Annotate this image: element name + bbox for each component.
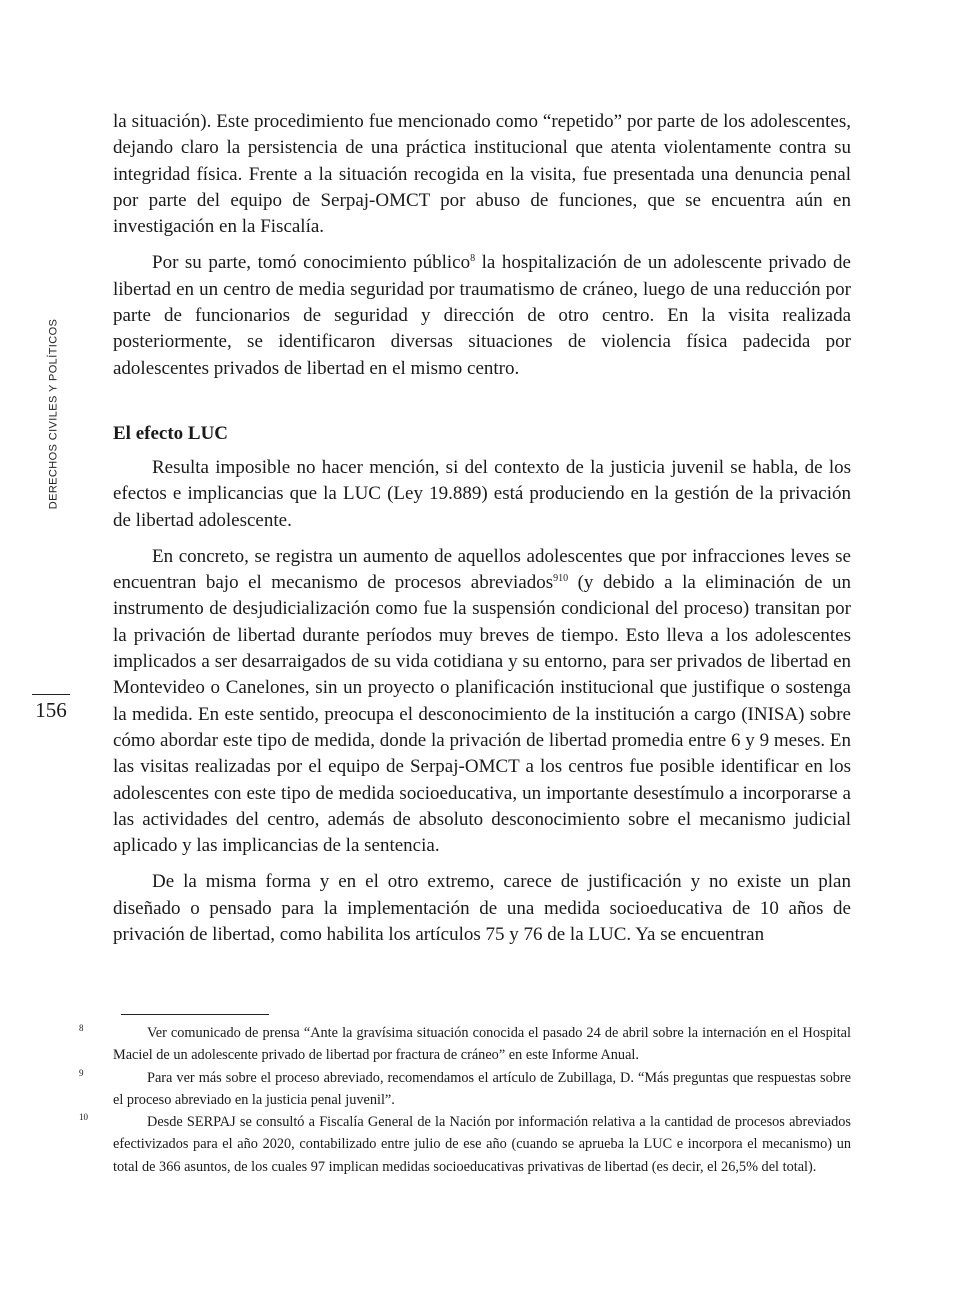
footnote-9	[79, 1067, 851, 1112]
paragraph-4-part-a: En concreto, se registra un aumento de aquellos adolescentes que por infracciones leves se encuentran bajo el mecanismo de procesos abreviados	[113, 545, 851, 594]
footnote-separator	[121, 1014, 269, 1015]
paragraph-2-part-b: la hospitalización de un adolescente privado de libertad en un centro de media seguridad por traumatismo de cráneo, luego de una reducción por parte de funcionarios de seguridad y dirección de otro centro. En la visita realizada posteriormente, se identificaron diversas situaciones de violencia física padecida por adolescentes privados de libertad en el mismo centro.	[113, 252, 851, 379]
footnote-text: Desde SERPAJ se consultó a Fiscalía General de la Nación por información relativa a la cantidad de procesos abreviados efectivizados para el año 2020, contabilizado entre julio de ese año (cuando se aprueba la LUC e incorpora el mecanismo) un total de 366 asuntos, de los cuales 97 implican medidas socioeducativas privativas de libertad (es decir, el 26,5% del total).	[113, 1114, 851, 1175]
footnote-mark: 8	[79, 1023, 84, 1033]
footnote-text: Ver comunicado de prensa “Ante la gravísima situación conocida el pasado 24 de abril sobre la internación en el Hospital Maciel de un adolescente privado de libertad por fractura de cráneo” en este Informe Anual.	[113, 1025, 851, 1064]
paragraph-2-part-a: Por su parte, tomó conocimiento público	[152, 252, 471, 274]
page-number-rule	[32, 694, 70, 695]
footnote-mark: 10	[79, 1112, 88, 1123]
body-text	[113, 109, 851, 958]
footnotes	[79, 1022, 851, 1178]
footnote-10	[79, 1111, 851, 1178]
paragraph-4	[113, 544, 851, 860]
paragraph-4-part-b: (y debido a la eliminación de un instrumento de desjudicialización como fue la suspensión condicional del proceso) transitan por la privación de libertad durante períodos muy breves de tiempo. Esto lleva a los adolescentes implicados a ser desarraigados de su vida cotidiana y su entorno, para ser privados de libertad en Montevideo o Canelones, sin un proyecto o planificación institucional que justifique o sostenga la medida. En este sentido, preocupa el desconocimiento de la institución a cargo (INISA) sobre cómo abordar este tipo de medida, donde la privación de libertad promedia entre 6 y 9 meses. En las visitas realizadas por el equipo de Serpaj-OMCT a los centros fue posible identificar en los adolescentes con este tipo de medida socioeducativa, un importante desestímulo a incorporarse a las actividades del centro, además de absoluto desconocimiento sobre el mecanismo judicial aplicado y las implicancias de la sentencia.	[113, 572, 851, 857]
section-side-label-text: DERECHOS CIVILES Y POLÍTICOS	[47, 318, 60, 510]
footnote-text: Para ver más sobre el proceso abreviado, recomendamos el artículo de Zubillaga, D. “Más preguntas que respuestas sobre el proceso abreviado en la justicia penal juvenil”.	[113, 1069, 851, 1108]
footnote-8	[79, 1022, 851, 1067]
footnote-ref-8: 8	[470, 253, 476, 265]
paragraph-3: Resulta imposible no hacer mención, si del contexto de la justicia juvenil se habla, de los efectos e implicancias que la LUC (Ley 19.889) está produciendo en la gestión de la privación de libertad adolescente.	[113, 456, 851, 531]
paragraph-2	[113, 250, 851, 381]
section-side-label	[46, 318, 60, 510]
page-number: 156	[35, 698, 67, 722]
footnote-mark: 9	[79, 1067, 84, 1078]
paragraph-5: De la misma forma y en el otro extremo, carece de justificación y no existe un plan diseñado o pensado para la implementación de una medida socioeducativa de 10 años de privación de libertad, como habilita los artículos 75 y 76 de la LUC. Ya se encuentran	[113, 871, 851, 946]
paragraph-1: la situación). Este procedimiento fue mencionado como “repetido” por parte de los adolescentes, dejando claro la persistencia de una práctica institucional que atenta violentamente contra su integridad física. Frente a la situación recogida en la visita, fue presentada una denuncia penal por parte del equipo de Serpaj-OMCT por abuso de funciones, que se encuentra aún en investigación en la Fiscalía.	[113, 111, 851, 238]
section-heading: El efecto LUC	[113, 422, 229, 444]
footnote-ref-9-10: 910	[553, 573, 569, 585]
